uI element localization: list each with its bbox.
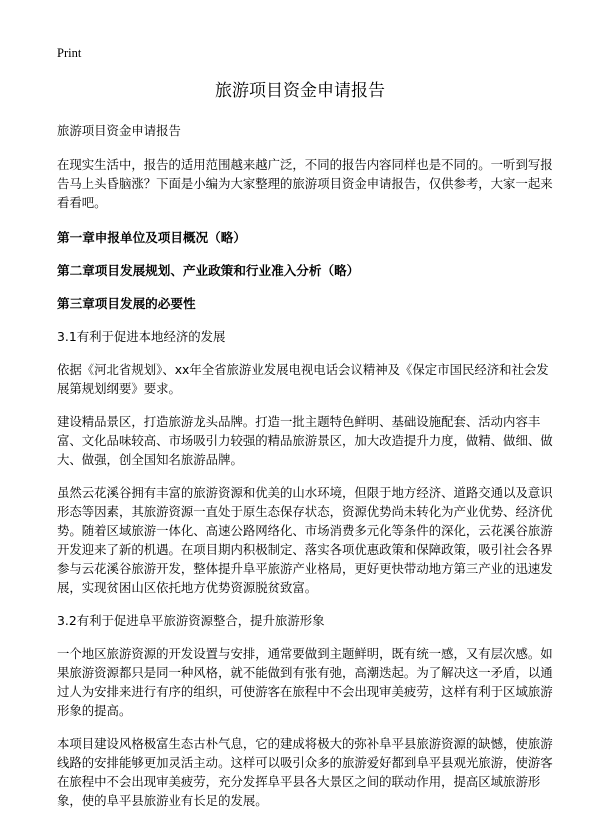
chapter-3-heading: 第三章项目发展的必要性 [57, 296, 196, 311]
section-3-1-paragraph-1: 依据《河北省规划》、xx年全省旅游业发展电视电话会议精神及《保定市国民经济和社会发展第规划纲要》要求。 [57, 362, 549, 396]
section-3-2-heading: 3.2有利于促进阜平旅游资源整合，提升旅游形象 [57, 613, 325, 628]
section-3-1-paragraph-2: 建设精品景区，打造旅游龙头品牌。打造一批主题特色鲜明、基础设施配套、活动内容丰富、文化品味较高、市场吸引力较强的精品旅游景区，加大改造提升力度，做精、做细、做大、做强，创全国知名旅游品牌。 [57, 414, 553, 467]
page-title: 旅游项目资金申请报告 [215, 81, 385, 101]
chapter-2-heading: 第二章项目发展规划、产业政策和行业准入分析（略） [57, 263, 360, 278]
section-3-2-paragraph-2: 本项目建设风格极富生态古朴气息，它的建成将极大的弥补阜平县旅游资源的缺憾，使旅游线路的安排能够更加灵活主动。这样可以吸引众多的旅游爱好都到阜平县观光旅游，使游客在旅程中不会出现审美疲劳，充分发挥阜平县各大景区之间的联动作用，提高区域旅游形象，使的阜平县旅游业有长足的发展。 [57, 736, 553, 808]
document-body [57, 121, 557, 822]
print-link[interactable]: Print [57, 46, 82, 60]
chapter-1-heading: 第一章申报单位及项目概况（略） [57, 230, 246, 245]
section-3-1-heading: 3.1有利于促进本地经济的发展 [57, 329, 226, 344]
section-3-1-paragraph-3: 虽然云花溪谷拥有丰富的旅游资源和优美的山水环境，但限于地方经济、道路交通以及意识形态等因素，其旅游资源一直处于原生态保存状态，资源优势尚未转化为产业优势、经济优势。随着区域旅游一体化、高速公路网络化、市场消费多元化等条件的深化，云花溪谷旅游开发迎来了新的机遇。在项目期内积极制定、落实各项优惠政策和保障政策，吸引社会各界参与云花溪谷旅游开发，整体提升阜平旅游产业格局，更好更快带动地方第三产业的迅速发展，实现贫困山区依托地方优势资源脱贫致富。 [57, 485, 553, 595]
document-subtitle: 旅游项目资金申请报告 [57, 123, 181, 138]
section-3-2-paragraph-1: 一个地区旅游资源的开发设置与安排，通常要做到主题鲜明，既有统一感，又有层次感。如果旅游资源都只是同一种风格，就不能做到有张有弛，高潮迭起。为了解决这一矛盾，以通过人为安排来进行有序的组织，可使游客在旅程中不会出现审美疲劳，这样有利于区域旅游形象的提高。 [57, 646, 553, 718]
intro-paragraph: 在现实生活中，报告的适用范围越来越广泛，不同的报告内容同样也是不同的。一听到写报告马上头昏脑涨？下面是小编为大家整理的旅游项目资金申请报告，仅供参考，大家一起来看看吧。 [57, 157, 553, 210]
